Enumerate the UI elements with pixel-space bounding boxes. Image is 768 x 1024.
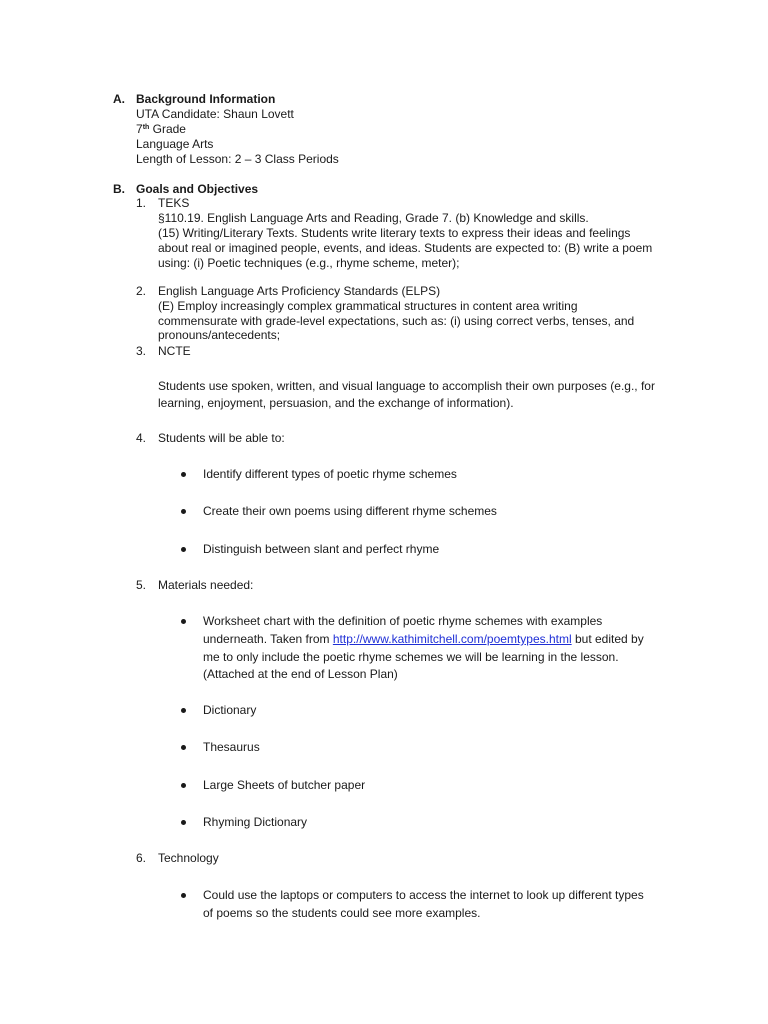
elps-line: (E) Employ increasingly complex grammatical structures in content area writing <box>158 299 578 313</box>
worksheet-text: underneath. Taken from <box>203 632 333 646</box>
worksheet-line <box>203 632 644 647</box>
bullet-dot <box>181 820 186 825</box>
item-4-title: Students will be able to: <box>158 431 285 445</box>
subject-line: Language Arts <box>136 137 214 151</box>
item-6-number: 6. <box>136 851 147 865</box>
grade-number: 7 <box>136 122 143 136</box>
grade-word: Grade <box>149 122 186 136</box>
bullet-dot <box>181 619 186 624</box>
elps-line: commensurate with grade-level expectations, such as: (i) using correct verbs, tenses, and <box>158 314 635 328</box>
grade-line <box>136 122 186 137</box>
teks-line: §110.19. English Language Arts and Reading, Grade 7. (b) Knowledge and skills. <box>158 211 589 225</box>
item-5-title: Materials needed: <box>158 578 254 592</box>
worksheet-line: Worksheet chart with the definition of poetic rhyme schemes with examples <box>203 614 603 628</box>
objective-item: Distinguish between slant and perfect rhyme <box>203 542 440 556</box>
section-a-letter: A. <box>113 92 125 106</box>
technology-line: of poems so the students could see more examples. <box>203 906 481 920</box>
item-1-number: 1. <box>136 196 147 210</box>
material-item: Thesaurus <box>203 740 260 754</box>
material-item: Large Sheets of butcher paper <box>203 778 366 792</box>
worksheet-line: me to only include the poetic rhyme schemes we will be learning in the lesson. <box>203 650 619 664</box>
item-2-title: English Language Arts Proficiency Standards (ELPS) <box>158 284 441 298</box>
bullet-dot <box>181 783 186 788</box>
bullet-dot <box>181 509 186 514</box>
bullet-dot <box>181 547 186 552</box>
lesson-length-line: Length of Lesson: 2 – 3 Class Periods <box>136 152 339 166</box>
teks-line: about real or imagined people, events, and ideas. Students are expected to: (B) write a poem <box>158 241 653 255</box>
item-6-title: Technology <box>158 851 219 865</box>
item-3-number: 3. <box>136 344 147 358</box>
worksheet-line: (Attached at the end of Lesson Plan) <box>203 667 398 681</box>
teks-line: (15) Writing/Literary Texts. Students write literary texts to express their ideas and feelings <box>158 226 631 240</box>
material-item: Dictionary <box>203 703 257 717</box>
source-link[interactable]: http://www.kathimitchell.com/poemtypes.html <box>332 632 572 646</box>
ncte-line: learning, enjoyment, persuasion, and the exchange of information). <box>158 396 514 410</box>
candidate-line: UTA Candidate: Shaun Lovett <box>136 107 294 121</box>
bullet-dot <box>181 893 186 898</box>
item-1-title: TEKS <box>158 196 190 210</box>
section-b-heading: Goals and Objectives <box>136 182 259 196</box>
bullet-dot <box>181 472 186 477</box>
section-a-heading: Background Information <box>136 92 276 106</box>
item-2-number: 2. <box>136 284 147 298</box>
material-item: Rhyming Dictionary <box>203 815 308 829</box>
objective-item: Identify different types of poetic rhyme schemes <box>203 467 457 481</box>
item-4-number: 4. <box>136 431 147 445</box>
objective-item: Create their own poems using different rhyme schemes <box>203 504 497 518</box>
section-b-letter: B. <box>113 182 125 196</box>
bullet-dot <box>181 708 186 713</box>
grade-suffix: th <box>142 124 150 131</box>
technology-line: Could use the laptops or computers to access the internet to look up different types <box>203 888 644 902</box>
bullet-dot <box>181 745 186 750</box>
item-3-title: NCTE <box>158 344 191 358</box>
teks-line: using: (i) Poetic techniques (e.g., rhyme scheme, meter); <box>158 256 460 270</box>
worksheet-text: but edited by <box>571 632 644 646</box>
item-5-number: 5. <box>136 578 147 592</box>
ncte-line: Students use spoken, written, and visual language to accomplish their own purposes (e.g., for <box>158 379 655 393</box>
elps-line: pronouns/antecedents; <box>158 328 281 342</box>
